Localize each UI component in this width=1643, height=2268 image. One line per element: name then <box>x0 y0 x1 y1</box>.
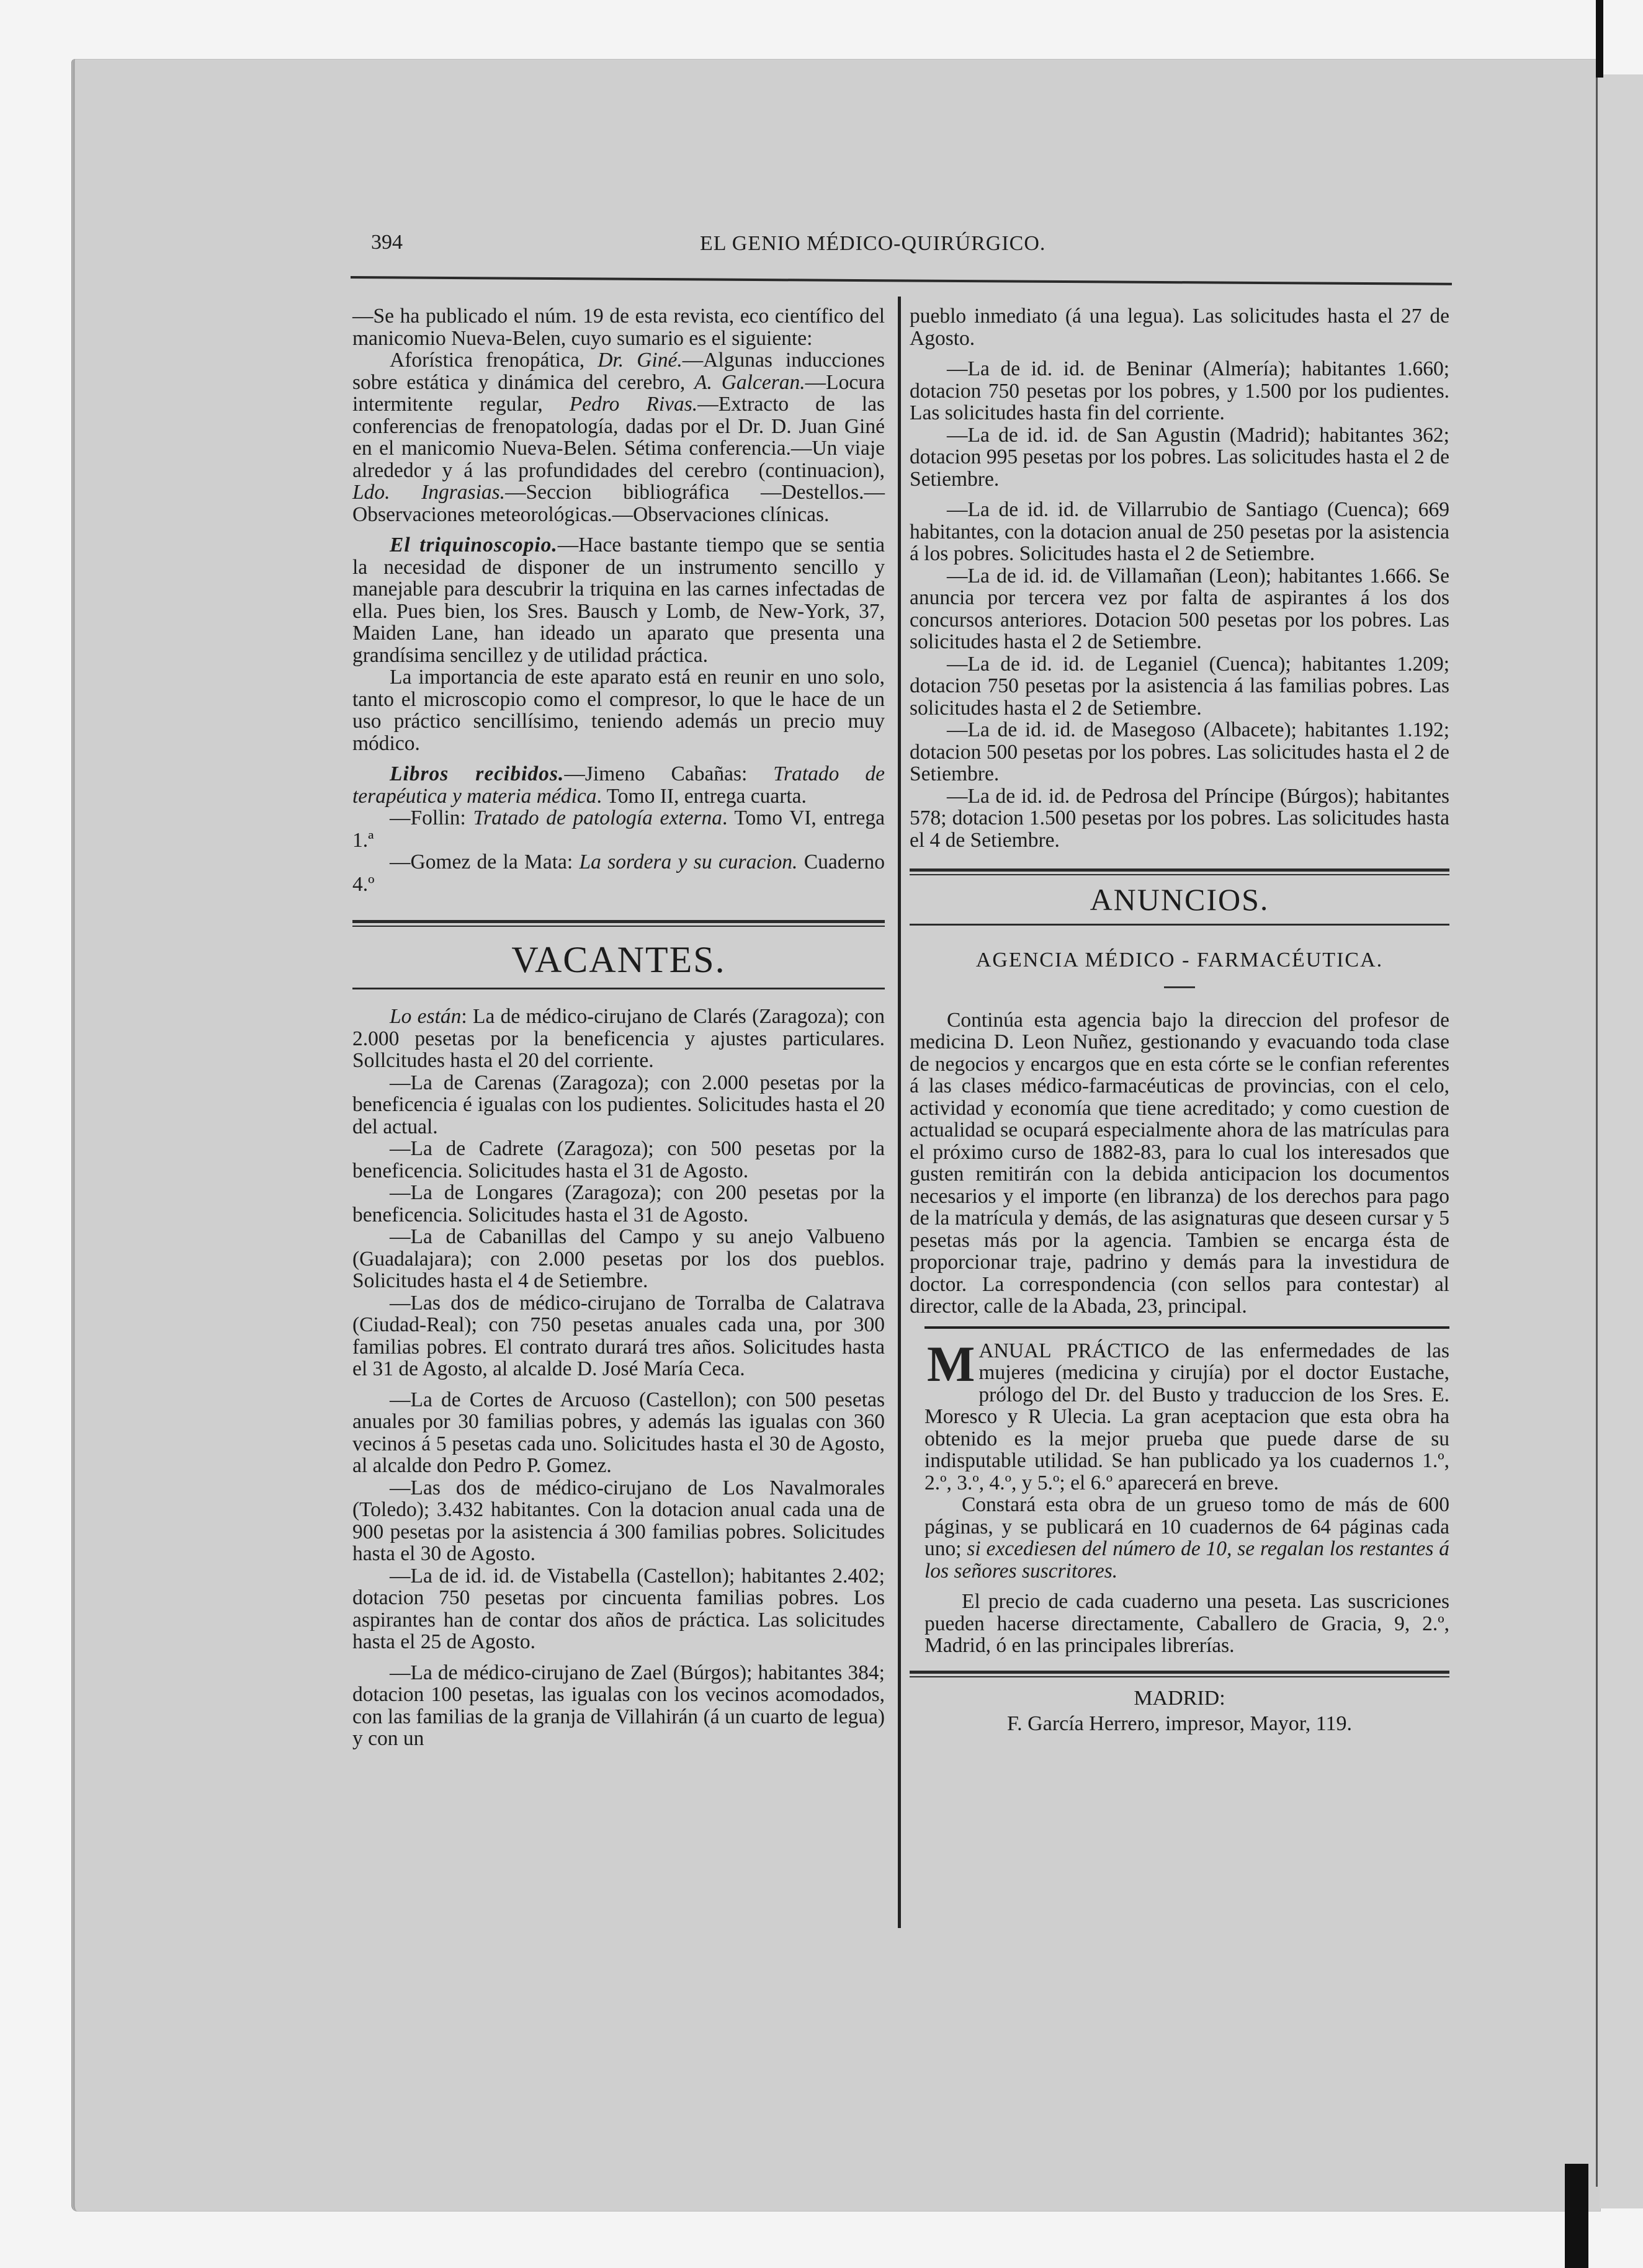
text: —Jimeno Cabañas: <box>564 762 774 785</box>
page-header <box>371 231 1451 268</box>
text: si excediesen del número de 10, se regalan los restantes á los señores suscritores. <box>924 1537 1449 1583</box>
book-title: Tratado de terapéutica y materia médica <box>352 762 885 808</box>
vacante-item: —La de Longares (Zaragoza); con 200 pesetas por la beneficencia. Solicitudes hasta el 31 de Agosto. <box>352 1181 885 1226</box>
section-rule <box>352 920 885 927</box>
vacante-item: —La de id. id. de Masegoso (Albacete); habitantes 1.192; dotacion 500 pesetas por los pobres. Las solicitudes hasta el 2 de Setiembre. <box>910 718 1449 785</box>
manual-caps: ANUAL PRÁCTICO <box>978 1339 1170 1362</box>
text: Constará esta obra de un grueso tomo de más de 600 páginas, y se publicará en 10 cuadernos de 64 páginas cada uno; <box>924 1493 1449 1560</box>
author: Ldo. Ingrasias. <box>352 481 506 504</box>
manual-paragraph <box>924 1335 1449 1494</box>
text: —Follin: <box>390 806 473 829</box>
imprint-city: MADRID: <box>1134 1686 1225 1710</box>
running-title: EL GENIO MÉDICO-QUIRÚRGICO. <box>700 232 1046 255</box>
text: —Extracto de las conferencias de frenopatología, dadas por el Dr. D. Juan Giné en el manicomio Nueva-Belen. Sétima conferencia.—Un viaje alrededor y á las profundidades del cerebro (continuacion), <box>352 393 885 482</box>
imprint-printer: F. García Herrero, impresor, Mayor, 119. <box>1006 1712 1352 1735</box>
imprint-rule <box>910 1671 1449 1677</box>
vacante-item: —La de médico-cirujano de Zael (Búrgos); habitantes 384; dotacion 100 pesetas, las igualas con los vecinos acomodados, con las familias de la granja de Villahirán (á un cuarto de legua) y con un <box>352 1661 885 1750</box>
vacante-item: —Las dos de médico-cirujano de Los Navalmorales (Toledo); 3.432 habitantes. Con la dotacion anual cada una de 900 pesetas por la asistencia á 300 familias pobres. Solicitudes hasta el 30 de Agosto. <box>352 1476 885 1565</box>
column-divider <box>898 297 901 1928</box>
vacante-intro <box>352 1006 885 1072</box>
author: A. Galceran. <box>694 370 805 394</box>
drop-cap: M <box>927 1335 975 1392</box>
section-rule <box>910 868 1449 875</box>
revista-sumario <box>352 349 885 525</box>
binding-shadow-bottom <box>1565 2164 1588 2268</box>
triquinoscopio-title: El triquinoscopio. <box>390 534 558 556</box>
book-title: La sordera y su curacion. <box>579 850 798 873</box>
agencia-text: Continúa esta agencia bajo la direccion del profesor de medicina D. Leon Nuñez, gestionando y evacuando toda clase de negocios y encargos que en esta córte se le confian referentes á las clases médico-farmacéuticas de provincias, con el celo, actividad y economía que tiene acreditado; y como cuestion de actualidad se ocupará especialmente ahora de las matrículas para el próximo curso de 1882-83, para lo cual los interesados que gusten remitirán con la debida anticipacion los documentos necesarios y el importe (en libranza) de los derechos para pago de la matrícula y demás, de las asignaturas que deseen cursar y 5 pesetas más por la agencia. Tambien se encarga ésta de proporcionar traje, padrino y demás para la investidura de doctor. La correspondencia (con sellos para contestar) al director, calle de la Abada, 23, principal. <box>910 1008 1449 1318</box>
right-column <box>910 305 1449 1735</box>
text: Cuaderno 4.º <box>352 850 885 896</box>
triquinoscopio-paragraph-2: La importancia de este aparato está en reunir en uno solo, tanto el microscopio como el compresor, lo que le hace de un uso práctico sencillísimo, teniendo además un precio muy módico. <box>352 666 885 755</box>
revista-paragraph: —Se ha publicado el núm. 19 de esta revista, eco científico del manicomio Nueva-Belen, cuyo sumario es el siguiente: <box>352 305 885 350</box>
facing-page-edge <box>1600 74 1643 2208</box>
left-column <box>352 305 885 1750</box>
page-number: 394 <box>371 231 403 254</box>
gutter-line <box>1596 78 1598 2187</box>
text: Aforística frenopática, <box>390 349 598 372</box>
manual-paragraph-2 <box>924 1494 1449 1582</box>
triquinoscopio-paragraph <box>352 534 885 666</box>
vacantes-heading: VACANTES. <box>511 939 726 980</box>
vacante-item: —La de id. id. de Villamañan (Leon); habitantes 1.666. Se anuncia por tercera vez por falta de aspirantes á los dos concursos anteriores. Dotacion 500 pesetas por los pobres. Las solicitudes hasta el 2 de Setiembre. <box>910 564 1449 653</box>
binding-shadow-top <box>1596 0 1603 78</box>
author: Pedro Rivas. <box>569 393 698 416</box>
vacante-continuation: pueblo inmediato (á una legua). Las solicitudes hasta el 27 de Agosto. <box>910 305 1449 350</box>
vacante-item: —La de id. id. de Villarrubio de Santiago (Cuenca); 669 habitantes, con la dotacion anual de 250 pesetas por la asistencia á los pobres. Solicitudes hasta el 2 de Setiembre. <box>910 498 1449 565</box>
text: —Seccion bibliográfica —Destellos.—Observaciones meteorológicas.—Observaciones clínicas. <box>352 481 885 526</box>
anuncios-heading: ANUNCIOS. <box>1090 882 1269 917</box>
author: Dr. Giné. <box>598 349 683 372</box>
libros-item <box>352 851 885 895</box>
ad-rule <box>924 1326 1449 1329</box>
short-rule <box>1164 986 1195 988</box>
text: : La de médico-cirujano de Clarés (Zaragoza); con 2.000 pesetas por la beneficencia y ajustes particulares. Sollcitudes hasta el 20 del corriente. <box>352 1005 885 1072</box>
manual-paragraph-3: El precio de cada cuaderno una peseta. Las suscriciones pueden hacerse directamente, Caballero de Gracia, 9, 2.º, Madrid, ó en las principales librerías. <box>924 1590 1449 1657</box>
text: . Tomo II, entrega cuarta. <box>596 784 807 808</box>
book-title: Tratado de patología externa <box>473 806 722 829</box>
text: de las enfermedades de las mujeres (medicina y cirujía) por el doctor Eustache, prólogo del Dr. del Busto y traduccion de los Sres. E. Moresco y R Ulecia. La gran aceptacion que esta obra ha obtenido es la mejor prueba que puede darse de su indisputable utilidad. Se han publicado ya los cuadernos 1.º, 2.º, 3.º, 4.º, y 5.º; el 6.º aparecerá en breve. <box>924 1339 1449 1494</box>
text: Lo están <box>390 1005 462 1028</box>
vacante-item: —La de id. id. de Beninar (Almería); habitantes 1.660; dotacion 750 pesetas por los pobres, y 1.500 por los pudientes. Las solicitudes hasta fin del corriente. <box>910 357 1449 424</box>
text: —Algunas inducciones sobre estática y dinámica del cerebro, <box>352 349 885 394</box>
vacante-item: —La de id. id. de Vistabella (Castellon); habitantes 2.402; dotacion 750 pesetas por cincuenta familias pobres. Los aspirantes han de contar dos años de práctica. Las solicitudes hasta el 25 de Agosto. <box>352 1564 885 1653</box>
vacante-item: —La de id. id. de Pedrosa del Príncipe (Búrgos); habitantes 578; dotacion 1.500 pesetas por los pobres. Las solicitudes hasta el 4 de Setiembre. <box>910 784 1449 852</box>
vacante-item: —La de Carenas (Zaragoza); con 2.000 pesetas por la beneficencia é igualas con los pudientes. Solicitudes hasta el 20 del actual. <box>352 1071 885 1138</box>
vacante-item: —La de Cortes de Arcuoso (Castellon); con 500 pesetas anuales por 30 familias pobres, y además las igualas con 360 vecinos á 5 pesetas cada uno. Solicitudes hasta el 30 de Agosto, al alcalde don Pedro P. Gomez. <box>352 1388 885 1477</box>
libros-item <box>352 807 885 851</box>
text: —Gomez de la Mata: <box>390 850 580 873</box>
text: . Tomo VI, entrega 1.ª <box>352 806 885 852</box>
section-rule <box>352 988 885 989</box>
vacante-item: —La de id. id. de Leganiel (Cuenca); habitantes 1.209; dotacion 750 pesetas por la asistencia á las familias pobres. Las solicitudes hasta el 2 de Setiembre. <box>910 652 1449 720</box>
text: —Hace bastante tiempo que se sentia la necesidad de disponer de un instrumento sencillo y manejable para descubrir la triquina en las carnes infectadas de ella. Pues bien, los Sres. Bausch y Lomb, de New-York, 37, Maiden Lane, han ideado un aparato que presenta una grandísima sencillez y de utilidad práctica. <box>352 534 885 667</box>
libros-paragraph <box>352 763 885 807</box>
vacante-item: —La de id. id. de San Agustin (Madrid); habitantes 362; dotacion 995 pesetas por los pobres. Las solicitudes hasta el 2 de Setiembre. <box>910 423 1449 491</box>
vacante-item: —La de Cabanillas del Campo y su anejo Valbueno (Guadalajara); con 2.000 pesetas por los dos pueblos. Solicitudes hasta el 4 de Setiembre. <box>352 1225 885 1292</box>
section-rule <box>910 924 1449 926</box>
vacante-item: —Las dos de médico-cirujano de Torralba de Calatrava (Ciudad-Real); con 750 pesetas anuales cada una, por 300 familias pobres. El contrato durará tres años. Solicitudes hasta el 31 de Agosto, al alcalde D. José María Ceca. <box>352 1291 885 1380</box>
vacante-item: —La de Cadrete (Zaragoza); con 500 pesetas por la beneficencia. Solicitudes hasta el 31 de Agosto. <box>352 1137 885 1182</box>
manual-ad <box>910 1335 1449 1657</box>
agencia-heading: AGENCIA MÉDICO - FARMACÉUTICA. <box>975 949 1384 971</box>
text: —Locura intermitente regular, <box>352 370 885 416</box>
libros-title: Libros recibidos. <box>390 762 565 785</box>
